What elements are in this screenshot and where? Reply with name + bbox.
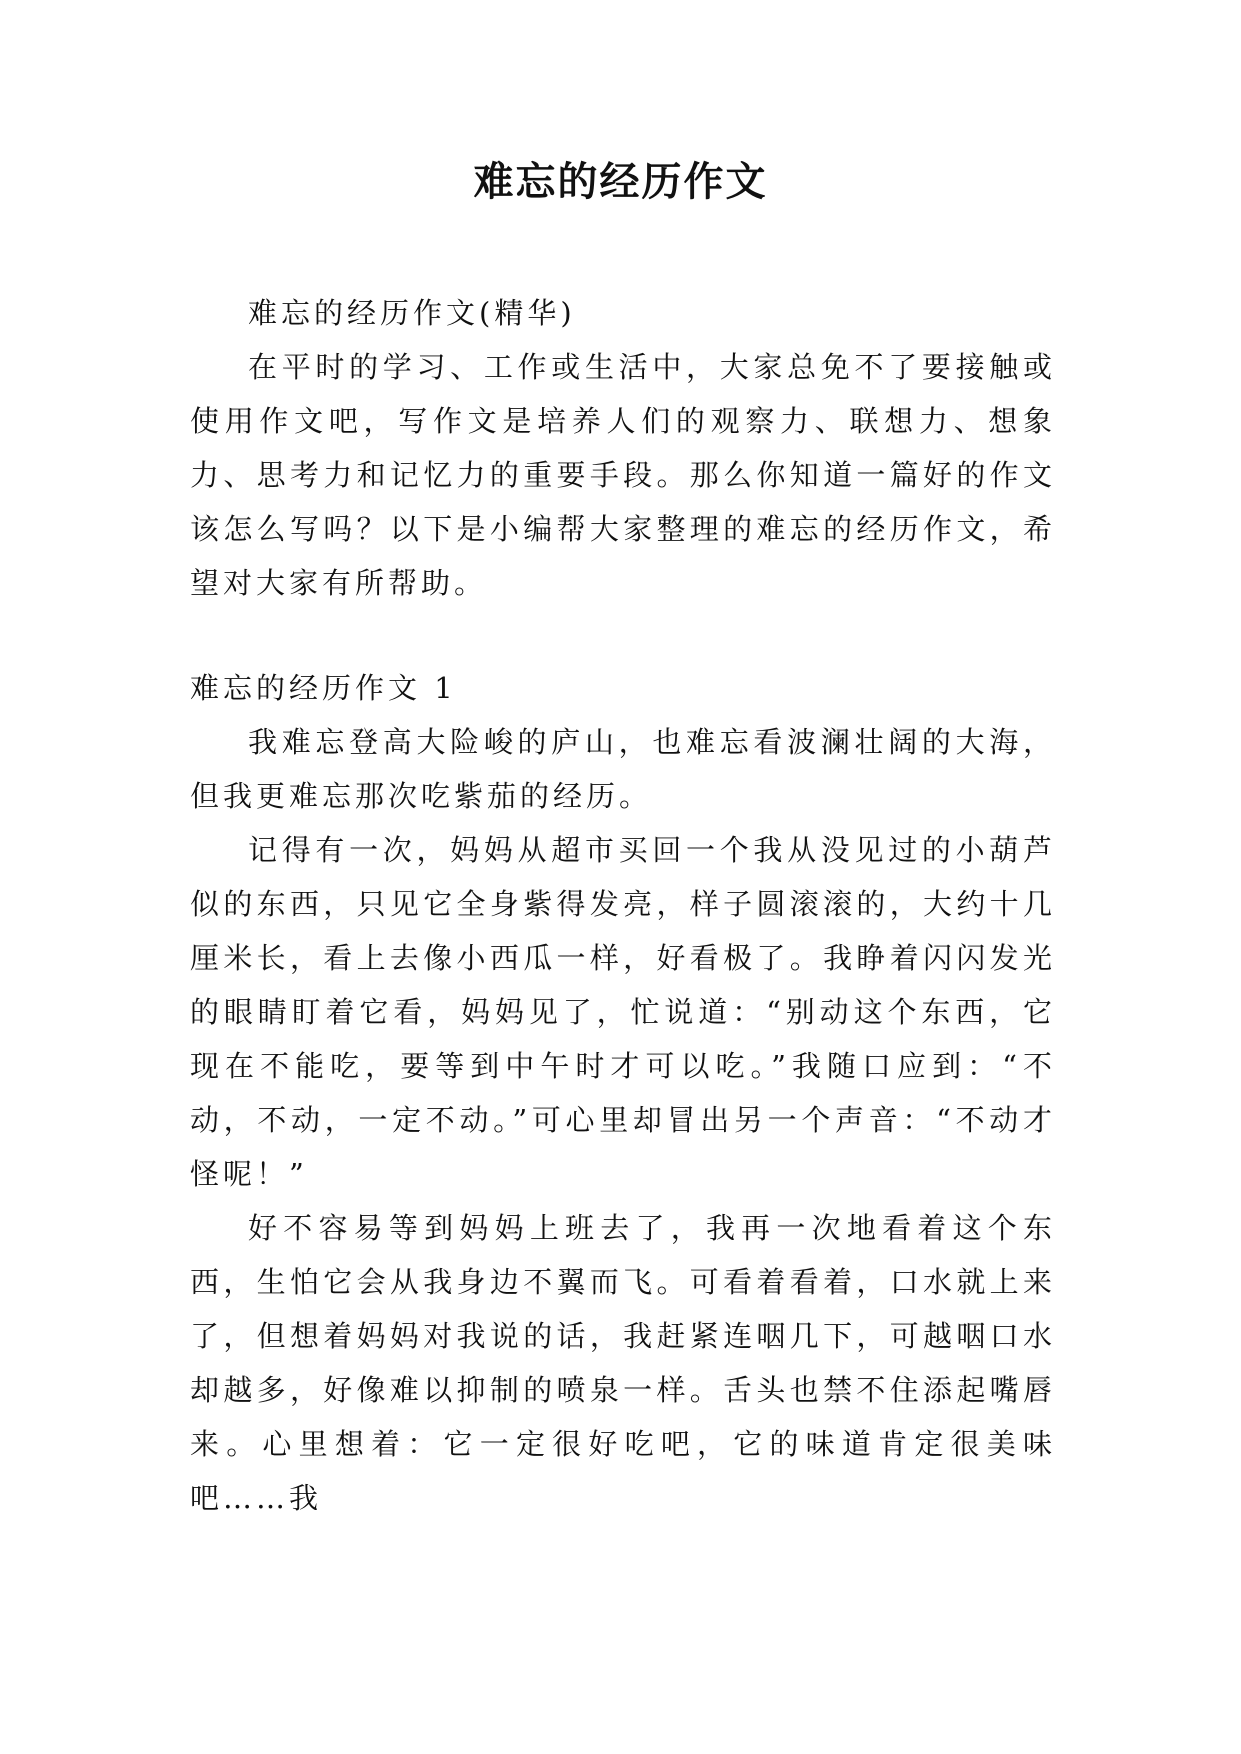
body-paragraph: 好不容易等到妈妈上班去了，我再一次地看着这个东西，生怕它会从我身边不翼而飞。可看着看着，口水就上来了，但想着妈妈对我说的话，我赶紧连咽几下，可越咽口水却越多，好像难以抑制的喷泉一样。舌头也禁不住添起嘴唇来。心里想着：它一定很好吃吧，它的味道肯定很美味吧……我 <box>190 1211 1056 1515</box>
document-body <box>190 286 1056 1525</box>
body-paragraph: 我难忘登高大险峻的庐山，也难忘看波澜壮阔的大海，但我更难忘那次吃紫茄的经历。 <box>190 725 1056 813</box>
body-paragraph: 记得有一次，妈妈从超市买回一个我从没见过的小葫芦似的东西，只见它全身紫得发亮，样子圆滚滚的，大约十几厘米长，看上去像小西瓜一样，好看极了。我睁着闪闪发光的眼睛盯着它看，妈妈见了，忙说道：“别动这个东西，它现在不能吃，要等到中午时才可以吃。”我随口应到：“不动，不动，一定不动。”可心里却冒出另一个声音：“不动才怪呢！” <box>190 833 1056 1191</box>
section-heading: 难忘的经历作文 1 <box>190 671 457 705</box>
intro-paragraph: 在平时的学习、工作或生活中，大家总免不了要接触或使用作文吧，写作文是培养人们的观察力、联想力、想象力、思考力和记忆力的重要手段。那么你知道一篇好的作文该怎么写吗？以下是小编帮大家整理的难忘的经历作文，希望对大家有所帮助。 <box>190 350 1056 600</box>
document-subtitle: 难忘的经历作文(精华) <box>248 296 576 330</box>
document-title: 难忘的经历作文 <box>473 158 768 205</box>
